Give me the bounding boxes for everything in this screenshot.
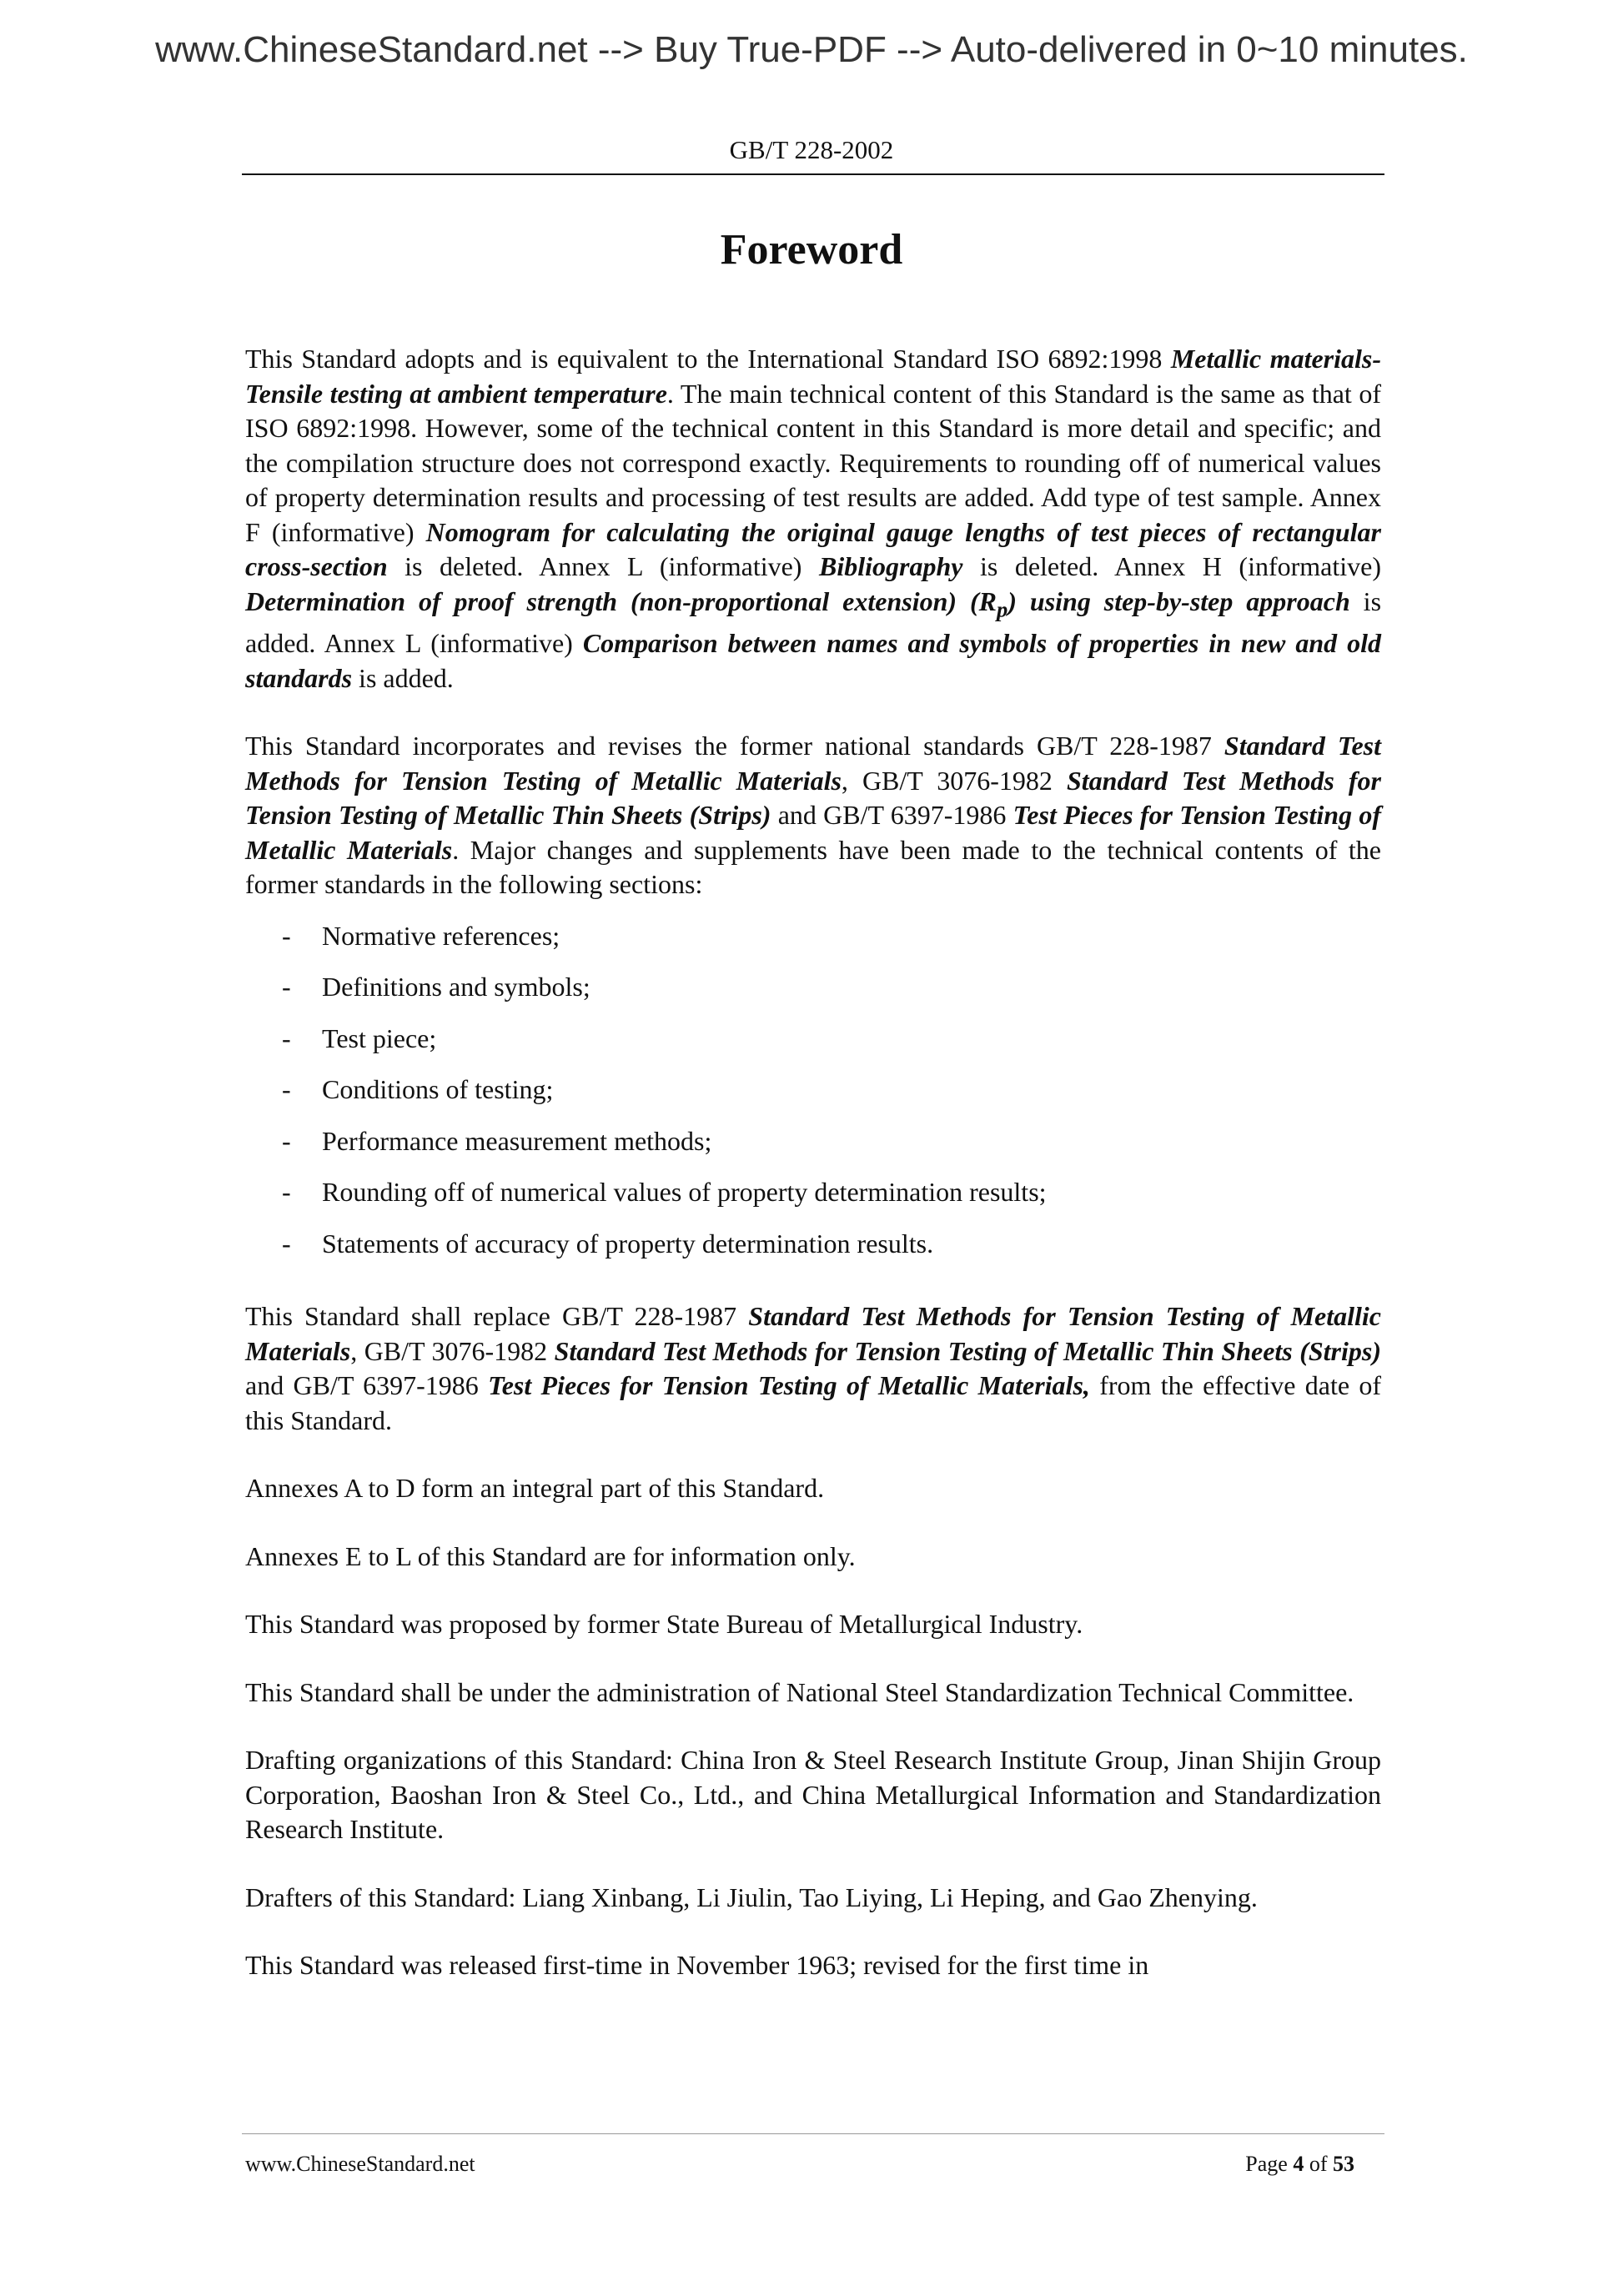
list-item: - Rounding off of numerical values of property determination results; <box>245 1175 1381 1227</box>
list-item: - Conditions of testing; <box>245 1073 1381 1124</box>
list-item: - Test piece; <box>245 1022 1381 1073</box>
bullet-dash: - <box>282 1125 291 1156</box>
paragraph-drafting-organizations: Drafting organizations of this Standard: China Iron & Steel Research Institute Group, Jinan Shijin Group Corporation, Baoshan Iron & Steel Co., Ltd., and China Metallurgical Information and Standardization Research Institute. <box>245 1745 1381 1845</box>
footer-divider <box>242 2133 1384 2134</box>
header-divider <box>242 173 1384 175</box>
footer-site-link[interactable]: www.ChineseStandard.net <box>245 2152 475 2176</box>
paragraph-proposer: This Standard was proposed by former State Bureau of Metallurgical Industry. <box>245 1609 1083 1640</box>
page-number: Page 4 of 53 <box>1245 2152 1354 2176</box>
paragraph-revision: This Standard incorporates and revises the former national standards GB/T 228-1987 Standard Test Methods for Tension Testing of Metallic Materials, GB/T 3076-1982 Standard Test Methods for Tension Testing of Metallic Thin Sheets (Strips) and GB/T 6397-1986 Test Pieces for Tension Testing of Metallic Materials. Major changes and supplements have been made to the technical contents of the former standards in the following sections: <box>245 731 1382 900</box>
bullet-dash: - <box>282 1177 291 1208</box>
annex-f-title: Nomogram for calculating the original gauge lengths of test pieces of rectangular cross-section <box>245 516 1382 581</box>
paragraph-history: This Standard was released first-time in November 1963; revised for the first time in <box>245 1950 1149 1981</box>
document-body <box>245 342 1381 2017</box>
annex-h-title: Determination of proof strength (non-proportional extension) $(R_p)$ using step-by-step approach <box>245 585 1350 621</box>
bullet-dash: - <box>282 1022 291 1053</box>
annex-l-bibliography: Bibliography <box>818 551 963 581</box>
paragraph-informative-annexes: Annexes E to L of this Standard are for information only. <box>245 1540 856 1571</box>
paragraph-drafters: Drafters of this Standard: Liang Xinbang, Li Jiulin, Tao Liying, Li Heping, and Gao Zhenying. <box>245 1882 1258 1912</box>
paragraph-normative-annexes: Annexes A to D form an integral part of this Standard. <box>245 1473 825 1504</box>
bullet-dash: - <box>282 1074 291 1105</box>
paragraph-adoption: This Standard adopts and is equivalent to the International Standard ISO 6892:1998 Metallic materials-Tensile testing at ambient temperature. The main technical content of this Standard is the same as that of ISO 6892:1998. However, some of the technical content in this Standard is more detail and specific; and the compilation structure does not correspond exactly. Requirements to rounding off of numerical values of property determination results and processing of test results are added. Add type of test sample. Annex F (informative) Nomogram for calculating the original gauge lengths of test pieces of rectangular cross-section is deleted. Annex L (informative) Bibliography is deleted. Annex H (informative) Determination of proof strength (non-proportional extension) $(R_p)$ using step-by-step approach is added. Annex L (informative) Comparison between names and symbols of properties in new and old standards is added. <box>245 344 1382 693</box>
bullet-dash: - <box>282 920 291 951</box>
list-item: - Performance measurement methods; <box>245 1124 1381 1176</box>
header-doc-id: GB/T 228-2002 <box>729 135 894 164</box>
list-item: - Normative references; <box>245 919 1381 971</box>
iso-title: Metallic materials-Tensile testing at ambient temperature <box>245 344 1382 409</box>
annex-l-comparison: Comparison between names and symbols of properties in new and old standards <box>245 628 1381 693</box>
promo-banner-link[interactable]: www.ChineseStandard.net --> Buy True-PDF --> Auto-delivered in 0~10 minutes. <box>155 29 1468 70</box>
list-item: - Definitions and symbols; <box>245 970 1381 1022</box>
page-title: Foreword <box>720 226 903 274</box>
bullet-dash: - <box>282 1228 291 1259</box>
bullet-dash: - <box>282 972 291 1002</box>
paragraph-administration: This Standard shall be under the administration of National Steel Standardization Technical Committee. <box>245 1676 1354 1707</box>
change-list <box>245 919 1381 1279</box>
list-item: - Statements of accuracy of property determination results. <box>245 1227 1381 1279</box>
paragraph-replacement: This Standard shall replace GB/T 228-1987 Standard Test Methods for Tension Testing of Metallic Materials, GB/T 3076-1982 Standard Test Methods for Tension Testing of Metallic Thin Sheets (Strips) and GB/T 6397-1986 Test Pieces for Tension Testing of Metallic Materials, from the effective date of this Standard. <box>245 1301 1382 1435</box>
